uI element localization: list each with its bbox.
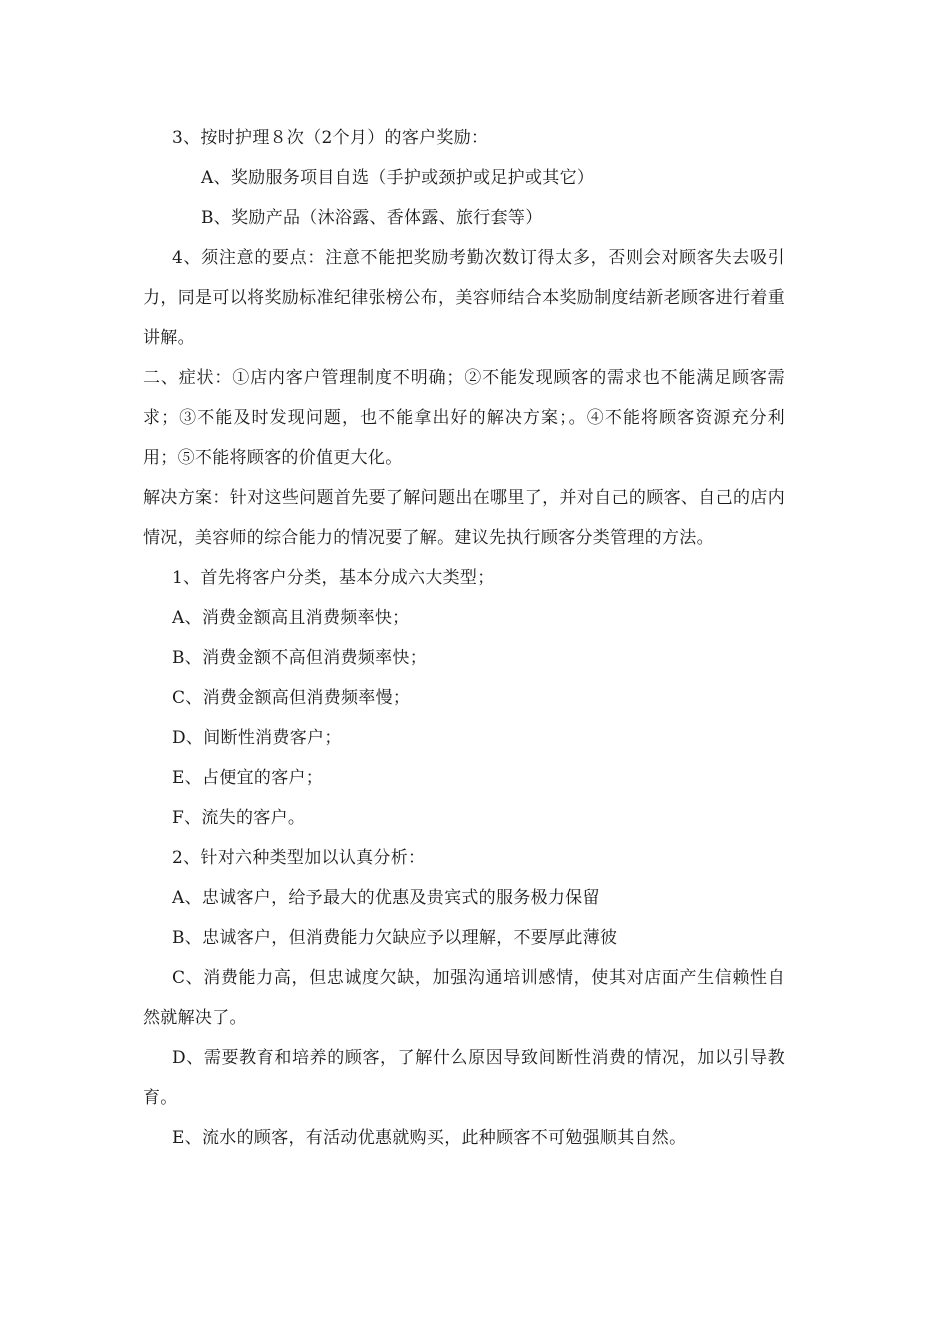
list-item-type-b: B、消费金额不高但消费频率快；	[172, 648, 427, 668]
list-item-analysis-d: D、需要教育和培养的顾客，了解什么原因导致间断性消费的情况，加以引导教育。	[143, 1048, 785, 1108]
list-item-analysis-b: B、忠诚客户，但消费能力欠缺应予以理解，不要厚此薄彼	[172, 928, 618, 948]
list-item-type-e: E、占便宜的客户；	[172, 768, 324, 788]
list-item-analysis-a: A、忠诚客户，给予最大的优惠及贵宾式的服务极力保留	[172, 888, 600, 908]
list-item-analysis-e: E、流水的顾客，有活动优惠就购买，此种顾客不可勉强顺其自然。	[172, 1128, 687, 1148]
list-item-type-f: F、流失的客户。	[172, 808, 306, 828]
paragraph-analyze-types: 2、针对六种类型加以认真分析：	[172, 848, 426, 868]
document-body	[143, 118, 785, 1158]
list-item-type-a: A、消费金额高且消费频率快；	[172, 608, 410, 628]
paragraph-classify-customers: 1、首先将客户分类，基本分成六大类型；	[172, 568, 495, 588]
paragraph-solution: 解决方案：针对这些问题首先要了解问题出在哪里了，并对自己的顾客、自己的店内情况，美容师的综合能力的情况要了解。建议先执行顾客分类管理的方法。	[143, 488, 785, 548]
list-item-analysis-c: C、消费能力高，但忠诚度欠缺，加强沟通培训感情，使其对店面产生信赖性自然就解决了。	[143, 968, 785, 1028]
paragraph-key-points: 4、须注意的要点：注意不能把奖励考勤次数订得太多，否则会对顾客失去吸引力，同是可以将奖励标准纪律张榜公布，美容师结合本奖励制度结新老顾客进行着重讲解。	[143, 248, 785, 348]
paragraph-symptoms: 二、症状：①店内客户管理制度不明确；②不能发现顾客的需求也不能满足顾客需求；③不能及时发现问题，也不能拿出好的解决方案；。④不能将顾客资源充分利用；⑤不能将顾客的价值更大化。	[143, 368, 785, 468]
paragraph-reward-8-visits: 3、按时护理８次（2个月）的客户奖励：	[172, 128, 489, 148]
paragraph-reward-service: A、奖励服务项目自选（手护或颈护或足护或其它）	[201, 168, 595, 188]
list-item-type-c: C、消费金额高但消费频率慢；	[172, 688, 411, 708]
paragraph-reward-product: B、奖励产品（沐浴露、香体露、旅行套等）	[201, 208, 543, 228]
list-item-type-d: D、间断性消费客户；	[172, 728, 342, 748]
